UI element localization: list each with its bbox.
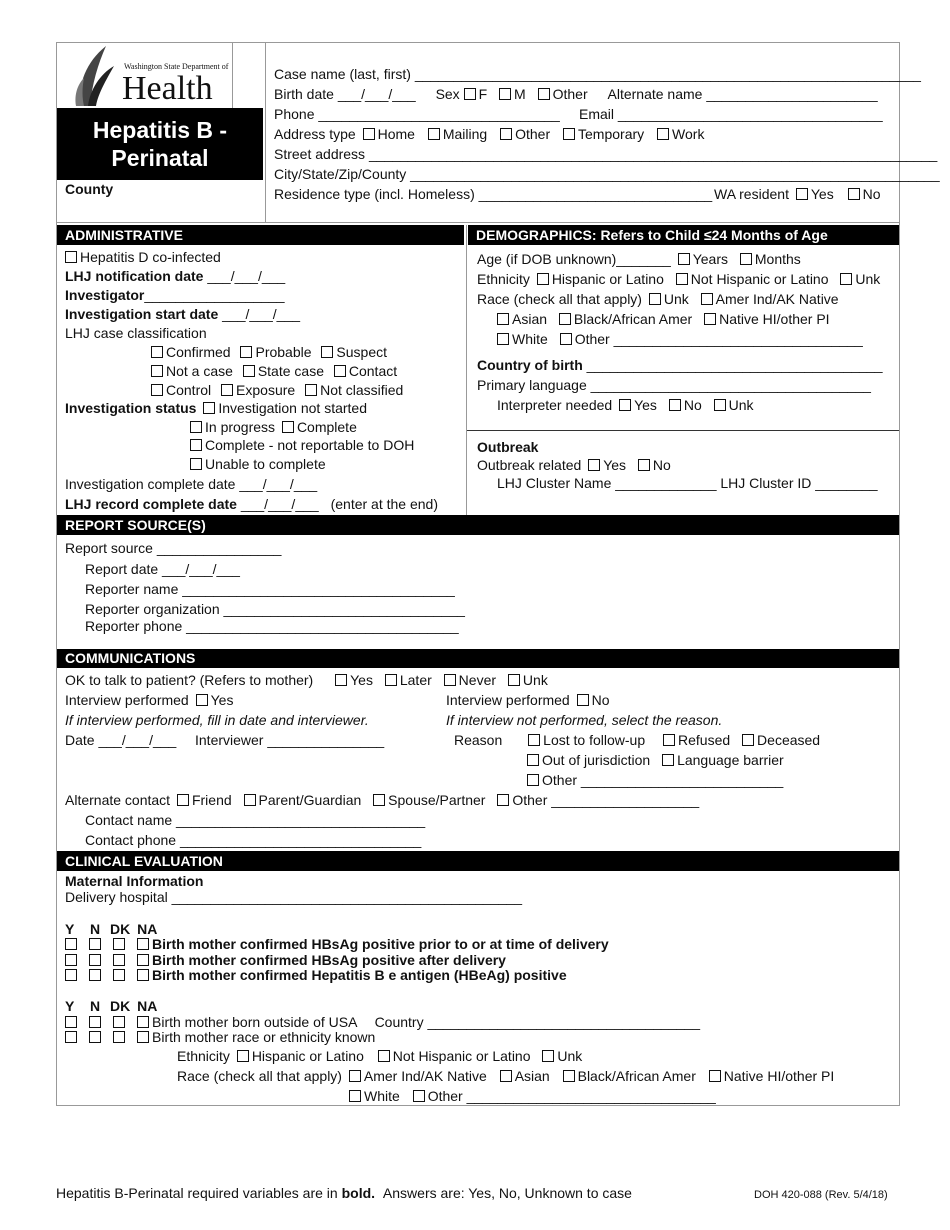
child-ethnicity-unk-checkbox[interactable] (840, 273, 852, 285)
ok-talk-unk-label: Unk (522, 672, 548, 688)
mother-race-row (177, 1068, 834, 1084)
age-row (477, 251, 801, 267)
class-row-2 (151, 363, 397, 379)
header-bottom-line (56, 222, 900, 223)
not-started-checkbox[interactable] (203, 402, 215, 414)
q2-n-checkbox[interactable] (89, 954, 101, 966)
clinical-heading: CLINICAL EVALUATION (57, 851, 899, 871)
addr-mailing-label: Mailing (442, 126, 488, 142)
out-juris-label: Out of jurisdiction (542, 752, 651, 768)
child-hispanic-checkbox[interactable] (537, 273, 549, 285)
interview-no-option: No (591, 692, 610, 708)
col-na-label: NA (137, 998, 158, 1014)
report-source-field[interactable]: Report source ________________ (65, 540, 282, 556)
wa-resident-yes-label: Yes (810, 186, 834, 202)
interpreter-unk-checkbox[interactable] (714, 399, 726, 411)
addr-temporary-checkbox[interactable] (563, 128, 575, 140)
q3-n-checkbox[interactable] (89, 969, 101, 981)
q4-country-field[interactable]: Country ___________________________________ (374, 1014, 700, 1030)
child-ethnicity-label: Ethnicity (477, 271, 530, 287)
child-black-label: Black/African Amer (573, 311, 693, 327)
child-black-checkbox[interactable] (559, 313, 571, 325)
q3-label: Birth mother confirmed Hepatitis B e antigen (HBeAg) positive (152, 967, 567, 983)
mother-asian-label: Asian (514, 1068, 550, 1084)
mother-white-label: White (364, 1088, 400, 1104)
reason-label: Reason (454, 732, 503, 748)
child-race-unk-checkbox[interactable] (649, 293, 661, 305)
child-race-row (477, 291, 839, 307)
admin-demo-divider (466, 225, 467, 515)
investigator-row (65, 287, 285, 303)
ok-talk-yes-checkbox[interactable] (335, 674, 347, 686)
q1-dk-checkbox[interactable] (113, 938, 125, 950)
ok-talk-label: OK to talk to patient? (Refers to mother) (65, 672, 314, 688)
admin-heading: ADMINISTRATIVE (57, 225, 464, 245)
ok-talk-yes-label: Yes (350, 672, 373, 688)
footer-note-suffix: Answers are: Yes, No, Unknown to case (382, 1185, 632, 1201)
mother-ethnicity-row (177, 1048, 582, 1064)
mother-race-row-2 (349, 1088, 716, 1104)
lost-checkbox[interactable] (528, 734, 540, 746)
sex-other-label: Other (552, 86, 588, 102)
outbreak-divider (467, 430, 899, 431)
not-classified-label: Not classified (320, 382, 404, 398)
primary-language-field[interactable]: Primary language ____________________________________ (477, 377, 871, 393)
interpreter-unk-label: Unk (728, 397, 754, 413)
reporter-org-field[interactable]: Reporter organization _______________________________ (85, 601, 465, 617)
contact-phone-field[interactable]: Contact phone _______________________________ (85, 832, 422, 848)
age-months-label: Months (754, 251, 801, 267)
country-of-birth-row (477, 357, 883, 373)
not-a-case-label: Not a case (166, 363, 233, 379)
lhj-notification-label: LHJ notification date (65, 268, 204, 284)
ok-talk-never-label: Never (458, 672, 497, 688)
lhj-notification-field[interactable]: ___/___/___ (207, 268, 286, 284)
child-race-unk-label: Unk (663, 291, 689, 307)
sex-label: Sex (435, 86, 460, 102)
sex-f-checkbox[interactable] (464, 88, 476, 100)
addr-mailing-checkbox[interactable] (428, 128, 440, 140)
q3-y-checkbox[interactable] (65, 969, 77, 981)
footer-note-bold: bold. (341, 1185, 376, 1201)
ok-talk-later-label: Later (399, 672, 432, 688)
wa-resident-label: WA resident (714, 186, 789, 202)
child-ethnicity-unk-label: Unk (855, 271, 881, 287)
alt-friend-checkbox[interactable] (177, 794, 189, 806)
if-not-performed-note: If interview not performed, select the reason. (446, 712, 723, 728)
phone-field[interactable]: Phone _______________________________ (274, 106, 560, 122)
investigator-label: Investigator (65, 287, 145, 303)
country-of-birth-field[interactable]: ______________________________________ (586, 357, 883, 373)
q5-na-checkbox[interactable] (137, 1031, 149, 1043)
confirmed-checkbox[interactable] (151, 346, 163, 358)
communications-heading: COMMUNICATIONS (57, 649, 899, 668)
sex-m-label: M (514, 86, 526, 102)
interpreter-no-checkbox[interactable] (669, 399, 681, 411)
outbreak-yes-checkbox[interactable] (588, 459, 600, 471)
class-row-3 (151, 382, 403, 398)
addr-other-checkbox[interactable] (500, 128, 512, 140)
yn-header-1 (65, 921, 157, 937)
interview-yes-row (65, 692, 233, 708)
interpreter-no-label: No (683, 397, 702, 413)
alt-contact-label: Alternate contact (65, 792, 171, 808)
interpreter-yes-label: Yes (634, 397, 657, 413)
lhj-notification-row (65, 268, 285, 284)
demographics-heading: DEMOGRAPHICS: Refers to Child ≤24 Months of Age (468, 225, 899, 245)
logo-leaf-icon (72, 44, 118, 108)
addr-temporary-label: Temporary (578, 126, 645, 142)
contact-checkbox[interactable] (334, 365, 346, 377)
child-white-checkbox[interactable] (497, 333, 509, 345)
col-y-label: Y (65, 921, 75, 937)
reason-other-checkbox[interactable] (527, 774, 539, 786)
address-type-row (274, 126, 704, 142)
inv-start-row (65, 306, 300, 322)
control-label: Control (166, 382, 212, 398)
inv-status-label: Investigation status (65, 400, 197, 416)
mother-ethnicity-label: Ethnicity (177, 1048, 230, 1064)
hep-d-checkbox[interactable] (65, 251, 77, 263)
reporter-phone-field[interactable]: Reporter phone ___________________________________ (85, 618, 459, 634)
outbreak-yes-label: Yes (603, 457, 627, 473)
child-race-other-checkbox[interactable] (560, 333, 572, 345)
alt-spouse-checkbox[interactable] (373, 794, 385, 806)
inv-start-field[interactable]: ___/___/___ (222, 306, 301, 322)
in-progress-label: In progress (205, 419, 276, 435)
mother-hispanic-checkbox[interactable] (237, 1050, 249, 1062)
q4-y-checkbox[interactable] (65, 1016, 77, 1028)
q5-n-checkbox[interactable] (89, 1031, 101, 1043)
inv-complete-field[interactable]: Investigation complete date ___/___/___ (65, 476, 318, 492)
mother-native-hi-label: Native HI/other PI (723, 1068, 835, 1084)
in-progress-checkbox[interactable] (190, 421, 202, 433)
mother-black-checkbox[interactable] (563, 1070, 575, 1082)
lhj-class-label: LHJ case classification (65, 325, 207, 341)
q4-n-checkbox[interactable] (89, 1016, 101, 1028)
sex-f-label: F (478, 86, 488, 102)
mother-black-label: Black/African Amer (577, 1068, 696, 1084)
complete-not-reportable-checkbox[interactable] (190, 439, 202, 451)
col-dk-label: DK (110, 998, 131, 1014)
lhj-record-label: LHJ record complete date (65, 496, 237, 512)
mother-race-other-checkbox[interactable] (413, 1090, 425, 1102)
lang-barrier-checkbox[interactable] (662, 754, 674, 766)
footer-note (56, 1185, 632, 1201)
addr-other-label: Other (515, 126, 551, 142)
age-years-checkbox[interactable] (678, 253, 690, 265)
child-race-label: Race (check all that apply) (477, 291, 642, 307)
outbreak-no-checkbox[interactable] (638, 459, 650, 471)
q3-dk-checkbox[interactable] (113, 969, 125, 981)
child-race-other-label: Other (574, 331, 610, 347)
q5-y-checkbox[interactable] (65, 1031, 77, 1043)
wa-resident-row (714, 186, 881, 202)
hep-d-row (65, 249, 221, 265)
interview-no-row (446, 692, 610, 708)
col-dk-label: DK (110, 921, 131, 937)
mother-not-hispanic-label: Not Hispanic or Latino (392, 1048, 531, 1064)
age-months-checkbox[interactable] (740, 253, 752, 265)
maternal-info-heading: Maternal Information (65, 873, 204, 889)
deceased-label: Deceased (757, 732, 821, 748)
alt-parent-label: Parent/Guardian (258, 792, 362, 808)
class-row-1 (151, 344, 387, 360)
mother-white-checkbox[interactable] (349, 1090, 361, 1102)
state-case-label: State case (257, 363, 324, 379)
report-date-field[interactable]: Report date ___/___/___ (85, 561, 240, 577)
q4-row (65, 1014, 700, 1030)
interview-yes-checkbox[interactable] (196, 694, 208, 706)
child-native-hi-checkbox[interactable] (704, 313, 716, 325)
q3-na-checkbox[interactable] (137, 969, 149, 981)
yn-header-2 (65, 998, 157, 1014)
hep-d-label: Hepatitis D co-infected (80, 249, 221, 265)
contact-label: Contact (348, 363, 398, 379)
title-line-2: Perinatal (111, 145, 209, 171)
logo-dept-text: Washington State Department of (124, 62, 229, 71)
suspect-label: Suspect (336, 344, 388, 360)
mother-not-hispanic-checkbox[interactable] (378, 1050, 390, 1062)
inv-status-row-2 (190, 419, 357, 435)
q3-row (65, 967, 567, 983)
footer-note-prefix: Hepatitis B-Perinatal required variables are in (56, 1185, 338, 1201)
mother-hispanic-label: Hispanic or Latino (251, 1048, 364, 1064)
logo-health-text: Health (122, 70, 213, 107)
child-asian-label: Asian (512, 311, 548, 327)
wa-resident-no-checkbox[interactable] (848, 188, 860, 200)
col-y-label: Y (65, 998, 75, 1014)
alt-friend-label: Friend (191, 792, 232, 808)
form-id: DOH 420-088 (Rev. 5/4/18) (754, 1189, 888, 1201)
ok-talk-later-checkbox[interactable] (385, 674, 397, 686)
outbreak-no-label: No (652, 457, 671, 473)
interview-yes-label: Interview performed (65, 692, 189, 708)
contact-name-field[interactable]: Contact name ________________________________ (85, 812, 426, 828)
lhj-record-row (65, 496, 438, 512)
unable-label: Unable to complete (205, 456, 326, 472)
outbreak-related-label: Outbreak related (477, 457, 582, 473)
reason-other-field[interactable]: Other __________________________ (542, 772, 784, 788)
sex-m-checkbox[interactable] (499, 88, 511, 100)
refused-checkbox[interactable] (663, 734, 675, 746)
q4-na-checkbox[interactable] (137, 1016, 149, 1028)
complete-checkbox[interactable] (282, 421, 294, 433)
q2-na-checkbox[interactable] (137, 954, 149, 966)
inv-status-row-4 (190, 456, 326, 472)
reason-row-3 (527, 772, 783, 788)
exposure-checkbox[interactable] (221, 384, 233, 396)
control-checkbox[interactable] (151, 384, 163, 396)
child-race-row-2 (497, 311, 830, 327)
child-not-hispanic-label: Not Hispanic or Latino (690, 271, 829, 287)
case-name-field[interactable]: Case name (last, first) _________________________________________________________________ (274, 66, 921, 82)
q4-dk-checkbox[interactable] (113, 1016, 125, 1028)
q5-label: Birth mother race or ethnicity known (152, 1029, 376, 1045)
reporter-name-field[interactable]: Reporter name ___________________________________ (85, 581, 455, 597)
state-case-checkbox[interactable] (243, 365, 255, 377)
unable-checkbox[interactable] (190, 458, 202, 470)
mother-asian-checkbox[interactable] (500, 1070, 512, 1082)
interpreter-yes-checkbox[interactable] (619, 399, 631, 411)
outbreak-related-row (477, 457, 671, 473)
alt-other-checkbox[interactable] (497, 794, 509, 806)
mother-race-label: Race (check all that apply) (177, 1068, 342, 1084)
interpreter-row (497, 397, 754, 413)
child-asian-checkbox[interactable] (497, 313, 509, 325)
reason-row-2 (527, 752, 784, 768)
complete-not-reportable-label: Complete - not reportable to DOH (205, 437, 415, 453)
reason-row (454, 732, 820, 748)
form-title (57, 108, 263, 180)
q1-row (65, 936, 609, 952)
lhj-record-field[interactable]: ___/___/___ (240, 496, 319, 512)
cluster-field[interactable]: LHJ Cluster Name _____________ LHJ Cluster ID ________ (497, 475, 878, 491)
q2-label: Birth mother confirmed HBsAg positive after delivery (152, 952, 506, 968)
probable-checkbox[interactable] (240, 346, 252, 358)
street-address-field[interactable]: Street address _________________________________________________________________________ (274, 146, 938, 162)
mother-native-hi-checkbox[interactable] (709, 1070, 721, 1082)
birth-date-row (274, 86, 878, 102)
refused-label: Refused (678, 732, 731, 748)
addr-work-label: Work (672, 126, 705, 142)
report-source-heading: REPORT SOURCE(S) (57, 515, 899, 535)
alternate-name-field[interactable]: Alternate name ______________________ (607, 86, 878, 102)
exposure-label: Exposure (236, 382, 296, 398)
ok-talk-row (65, 672, 548, 688)
not-a-case-checkbox[interactable] (151, 365, 163, 377)
alt-contact-row (65, 792, 699, 808)
addr-home-label: Home (377, 126, 415, 142)
child-race-other-field[interactable]: ________________________________ (613, 331, 863, 347)
child-white-label: White (512, 331, 548, 347)
mother-race-other-field[interactable]: Other ________________________________ (427, 1088, 716, 1104)
q5-row (65, 1029, 375, 1045)
inv-status-row (65, 400, 367, 416)
child-not-hispanic-checkbox[interactable] (676, 273, 688, 285)
suspect-checkbox[interactable] (321, 346, 333, 358)
ok-talk-never-checkbox[interactable] (444, 674, 456, 686)
sex-other-checkbox[interactable] (538, 88, 550, 100)
wa-resident-no-label: No (862, 186, 881, 202)
email-field[interactable]: Email __________________________________ (579, 106, 883, 122)
address-type-label: Address type (274, 126, 356, 142)
wa-resident-yes-checkbox[interactable] (796, 188, 808, 200)
child-hispanic-label: Hispanic or Latino (551, 271, 664, 287)
interview-date-field[interactable]: Date ___/___/___ (65, 732, 177, 748)
col-na-label: NA (137, 921, 158, 937)
birth-date-field[interactable]: Birth date ___/___/___ (274, 86, 416, 102)
deceased-checkbox[interactable] (742, 734, 754, 746)
alt-spouse-label: Spouse/Partner (388, 792, 486, 808)
mother-ethnicity-unk-checkbox[interactable] (542, 1050, 554, 1062)
interview-no-checkbox[interactable] (577, 694, 589, 706)
alt-other-field[interactable]: Other ___________________ (512, 792, 700, 808)
header-divider (265, 42, 266, 222)
q1-na-checkbox[interactable] (137, 938, 149, 950)
if-performed-note: If interview performed, fill in date and interviewer. (65, 712, 369, 728)
interviewer-field[interactable]: Interviewer _______________ (195, 732, 385, 748)
confirmed-label: Confirmed (166, 344, 231, 360)
mother-amer-ind-checkbox[interactable] (349, 1070, 361, 1082)
q1-label: Birth mother confirmed HBsAg positive prior to or at time of delivery (152, 936, 609, 952)
investigator-field[interactable]: __________________ (144, 287, 285, 303)
logo-divider (232, 42, 233, 108)
mother-ethnicity-unk-label: Unk (557, 1048, 583, 1064)
child-ethnicity-row (477, 271, 880, 287)
mother-amer-ind-label: Amer Ind/AK Native (363, 1068, 487, 1084)
country-of-birth-label: Country of birth (477, 357, 583, 373)
not-started-label: Investigation not started (218, 400, 368, 416)
col-n-label: N (89, 921, 101, 937)
out-juris-checkbox[interactable] (527, 754, 539, 766)
alt-parent-checkbox[interactable] (244, 794, 256, 806)
lang-barrier-label: Language barrier (677, 752, 784, 768)
q1-n-checkbox[interactable] (89, 938, 101, 950)
addr-home-checkbox[interactable] (363, 128, 375, 140)
child-race-row-3 (497, 331, 863, 347)
col-n-label: N (89, 998, 101, 1014)
child-amer-ind-label: Amer Ind/AK Native (715, 291, 839, 307)
lost-label: Lost to follow-up (543, 732, 646, 748)
interview-no-label: Interview performed (446, 692, 570, 708)
q1-y-checkbox[interactable] (65, 938, 77, 950)
q2-dk-checkbox[interactable] (113, 954, 125, 966)
county-label: County (65, 181, 114, 197)
q2-row (65, 952, 506, 968)
q5-dk-checkbox[interactable] (113, 1031, 125, 1043)
interpreter-label: Interpreter needed (497, 397, 613, 413)
child-amer-ind-checkbox[interactable] (701, 293, 713, 305)
q4-label: Birth mother born outside of USA (152, 1014, 357, 1030)
interview-yes-option: Yes (210, 692, 234, 708)
probable-label: Probable (255, 344, 312, 360)
enter-end-note: (enter at the end) (330, 496, 438, 512)
outbreak-heading: Outbreak (477, 439, 539, 455)
delivery-hospital-field[interactable]: Delivery hospital _____________________________________________ (65, 889, 522, 905)
not-classified-checkbox[interactable] (305, 384, 317, 396)
residence-type-field[interactable]: Residence type (incl. Homeless) ______________________________ (274, 186, 713, 202)
addr-work-checkbox[interactable] (657, 128, 669, 140)
inv-status-row-3 (190, 437, 414, 453)
age-field[interactable]: Age (if DOB unknown)_______ (477, 251, 671, 267)
title-line-1: Hepatitis B - (92, 117, 228, 143)
ok-talk-unk-checkbox[interactable] (508, 674, 520, 686)
complete-label: Complete (296, 419, 357, 435)
city-state-zip-field[interactable]: City/State/Zip/County ____________________________________________________________________ (274, 166, 940, 182)
child-native-hi-label: Native HI/other PI (719, 311, 830, 327)
age-years-label: Years (692, 251, 728, 267)
q2-y-checkbox[interactable] (65, 954, 77, 966)
inv-start-label: Investigation start date (65, 306, 219, 322)
